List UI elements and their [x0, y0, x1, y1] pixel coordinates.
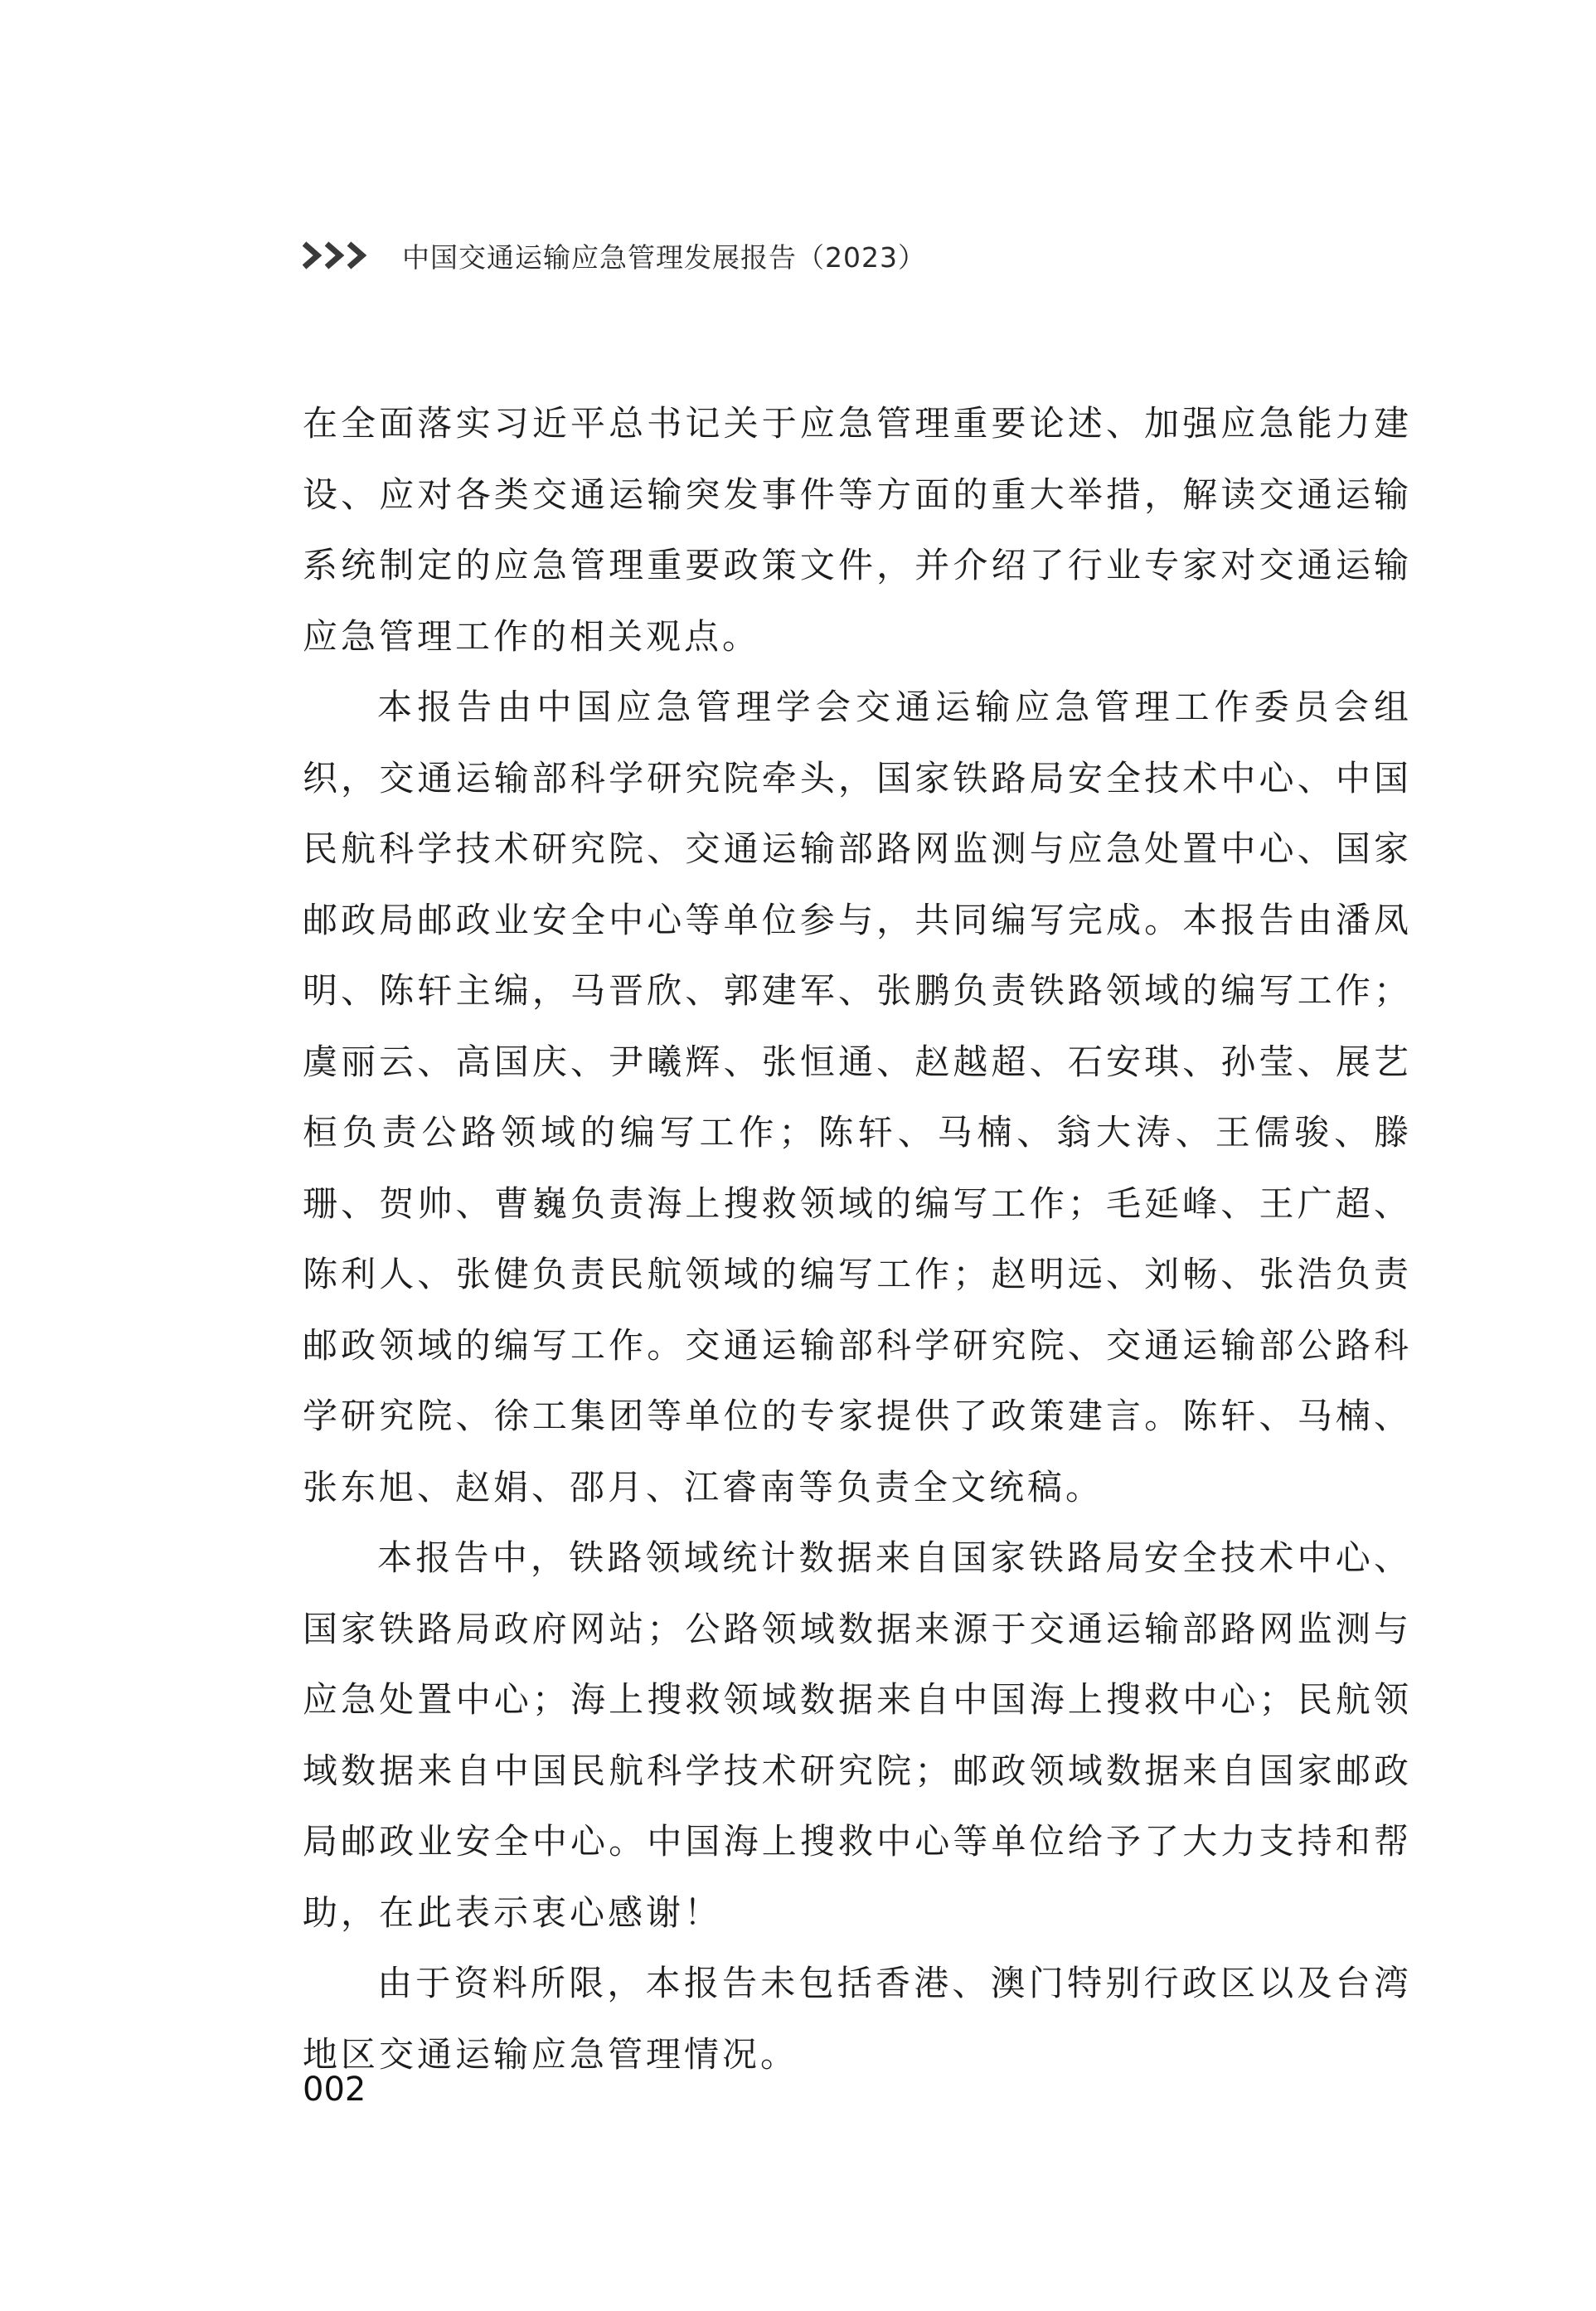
running-header — [303, 231, 926, 280]
paragraph-authors: 本报告由中国应急管理学会交通运输应急管理工作委员会组织，交通运输部科学研究院牵头，国家铁路局安全技术中心、中国民航科学技术研究院、交通运输部路网监测与应急处置中心、国家邮政局邮政业安全中心等单位参与，共同编写完成。本报告由潘凤明、陈轩主编，马晋欣、郭建军、张鹏负责铁路领域的编写工作；虞丽云、高国庆、尹曦辉、张恒通、赵越超、石安琪、孙莹、展艺桓负责公路领域的编写工作；陈轩、马楠、翁大涛、王儒骏、滕珊、贺帅、曹巍负责海上搜救领域的编写工作；毛延峰、王广超、陈利人、张健负责民航领域的编写工作；赵明远、刘畅、张浩负责邮政领域的编写工作。交通运输部科学研究院、交通运输部公路科学研究院、徐工集团等单位的专家提供了政策建言。陈轩、马楠、张东旭、赵娟、邵月、江睿南等负责全文统稿。 — [303, 687, 1412, 1507]
paragraph-continuation: 在全面落实习近平总书记关于应急管理重要论述、加强应急能力建设、应对各类交通运输突发事件等方面的重大举措，解读交通运输系统制定的应急管理重要政策文件，并介绍了行业专家对交通运输应急管理工作的相关观点。 — [303, 403, 1412, 657]
triple-chevron-right-icon — [303, 241, 367, 269]
body-text — [303, 388, 1412, 2090]
report-title: 中国交通运输应急管理发展报告（2023） — [402, 240, 926, 274]
page-number: 002 — [303, 2071, 366, 2109]
paragraph-data-sources: 本报告中，铁路领域统计数据来自国家铁路局安全技术中心、国家铁路局政府网站；公路领域数据来源于交通运输部路网监测与应急处置中心；海上搜救领域数据来自中国海上搜救中心；民航领域数据来自中国民航科学技术研究院；邮政领域数据来自国家邮政局邮政业安全中心。中国海上搜救中心等单位给予了大力支持和帮助，在此表示衷心感谢！ — [303, 1537, 1412, 1933]
paragraph-scope-note: 由于资料所限，本报告未包括香港、澳门特别行政区以及台湾地区交通运输应急管理情况。 — [303, 1963, 1412, 2075]
